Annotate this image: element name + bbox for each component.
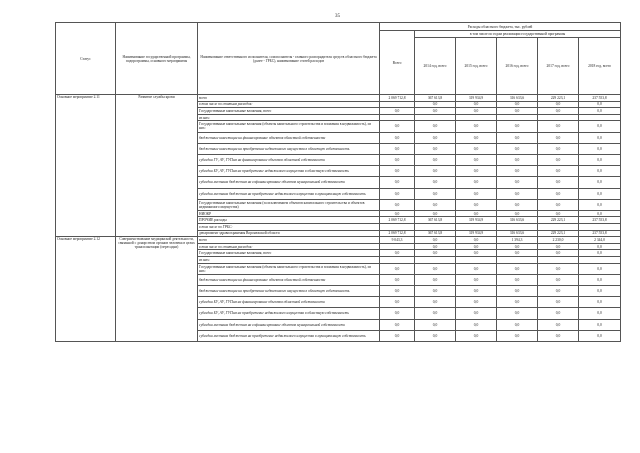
year-value-cell: 0,0 (497, 274, 538, 285)
year-value-cell: 319 934,9 (456, 217, 497, 224)
year-value-cell: 237 553,8 (579, 230, 621, 237)
year-value-cell: 0,0 (497, 243, 538, 250)
year-value-cell: 0,0 (538, 121, 579, 132)
year-value-cell (497, 257, 538, 264)
header-by-years: в том числе по годам реализации государственной программы (415, 31, 621, 38)
total-value-cell: 0,0 (380, 297, 415, 308)
year-value-cell: 0,0 (538, 210, 579, 217)
year-value-cell: 0,0 (538, 319, 579, 330)
year-value-cell: 0,0 (579, 154, 621, 165)
year-value-cell: 0,0 (456, 166, 497, 177)
year-value-cell: 0,0 (497, 263, 538, 274)
year-value-cell: 0,0 (415, 101, 456, 108)
year-value-cell (415, 114, 456, 121)
total-value-cell: 2 069 712,8 (380, 95, 415, 102)
expense-item-label: НИОКР (198, 210, 380, 217)
year-value-cell: 0,0 (415, 263, 456, 274)
expense-item-label: всего (198, 95, 380, 102)
expense-item-label: из них: (198, 114, 380, 121)
total-value-cell: 0,0 (380, 108, 415, 115)
year-value-cell: 0,0 (415, 308, 456, 319)
expense-item-label: бюджетные инвестиции на финансирование объектов областной собственности (198, 274, 380, 285)
total-value-cell: 9 043,3 (380, 237, 415, 244)
year-value-cell: 0,0 (538, 166, 579, 177)
total-value-cell: 0,0 (380, 121, 415, 132)
budget-table (55, 22, 621, 342)
year-value-cell: 0,0 (415, 274, 456, 285)
header-year: 2015 год, всего (456, 38, 497, 95)
year-value-cell: 0,0 (579, 297, 621, 308)
expense-item-label: субсидии местным бюджетам на приобретение недвижимого имущества в муниципальную собственность (198, 330, 380, 341)
year-value-cell: 0,0 (538, 154, 579, 165)
expense-item-label: субсидии местным бюджетам на приобретение недвижимого имущества в муниципальную собственность (198, 188, 380, 199)
year-value-cell (579, 224, 621, 231)
year-value-cell: 0,0 (456, 143, 497, 154)
expense-item-label: ПРОЧИЕ расходы (198, 217, 380, 224)
year-value-cell: 0,0 (415, 154, 456, 165)
year-value-cell: 0,0 (579, 188, 621, 199)
expense-item-label: субсидии ГУ, АУ, ГУПам на финансирование объектов областной собственности (198, 154, 380, 165)
year-value-cell: 0,0 (415, 330, 456, 341)
year-value-cell: 0,0 (415, 188, 456, 199)
year-value-cell: 0,0 (497, 166, 538, 177)
status-cell: Основное мероприятие 2.11 (56, 95, 116, 237)
year-value-cell: 0,0 (538, 274, 579, 285)
year-value-cell: 0,0 (497, 210, 538, 217)
year-value-cell: 0,0 (579, 101, 621, 108)
header-status: Статус (56, 23, 116, 95)
expense-item-label: субсидии БУ, АУ, ГУПам на приобретение недвижимого имущества в областную собственность (198, 166, 380, 177)
expense-item-label: в том числе по статьям расходов: (198, 101, 380, 108)
expense-item-label: субсидии БУ, АУ, ГУПам на приобретение недвижимого имущества в областную собственность (198, 308, 380, 319)
year-value-cell: 0,0 (456, 177, 497, 188)
year-value-cell: 0,0 (415, 166, 456, 177)
year-value-cell: 0,0 (538, 108, 579, 115)
header-program: Наименование государственной программы, подпрограммы, основного мероприятия (116, 23, 198, 95)
total-value-cell: 0,0 (380, 177, 415, 188)
expense-item-label: Государственные капитальные вложения (объекты капитального строительства и вложения в недвижимость), из них: (198, 263, 380, 274)
total-value-cell (380, 224, 415, 231)
program-name-cell: Совершенствование медицинской деятельности, связанной с донорством органов человека в целях трансплантации (пересадки) (116, 237, 198, 342)
year-value-cell: 0,0 (497, 108, 538, 115)
year-value-cell: 229 223,1 (538, 230, 579, 237)
year-value-cell: 319 934,9 (456, 95, 497, 102)
year-value-cell: 0,0 (538, 177, 579, 188)
year-value-cell: 0,0 (456, 308, 497, 319)
year-value-cell: 316 633,6 (497, 217, 538, 224)
total-value-cell (380, 243, 415, 250)
year-value-cell: 0,0 (456, 101, 497, 108)
year-value-cell (456, 114, 497, 121)
total-value-cell (380, 101, 415, 108)
year-value-cell: 0,0 (538, 132, 579, 143)
year-value-cell: 0,0 (415, 250, 456, 257)
year-value-cell: 0,0 (538, 199, 579, 210)
year-value-cell: 0,0 (415, 243, 456, 250)
total-value-cell: 0,0 (380, 188, 415, 199)
header-year: 2016 год, всего (497, 38, 538, 95)
year-value-cell: 0,0 (456, 108, 497, 115)
year-value-cell: 0,0 (415, 286, 456, 297)
year-value-cell: 316 633,6 (497, 230, 538, 237)
year-value-cell: 0,0 (497, 154, 538, 165)
year-value-cell: 0,0 (497, 188, 538, 199)
year-value-cell: 0,0 (579, 274, 621, 285)
year-value-cell: 0,0 (497, 250, 538, 257)
year-value-cell: 0,0 (538, 330, 579, 341)
expense-item-label: из них: (198, 257, 380, 264)
expense-item-label: Государственные капитальные вложения (за исключением объектов капитального строительства и объектов недвижимого имущества) (198, 199, 380, 210)
year-value-cell: 0,0 (456, 199, 497, 210)
total-value-cell: 0,0 (380, 199, 415, 210)
year-value-cell: 2 344,0 (579, 237, 621, 244)
year-value-cell: 0,0 (579, 121, 621, 132)
year-value-cell: 0,0 (497, 297, 538, 308)
year-value-cell: 0,0 (456, 121, 497, 132)
year-value-cell: 0,0 (456, 243, 497, 250)
expense-item-label: Государственные капитальные вложения, всего (198, 250, 380, 257)
total-value-cell: 0,0 (380, 132, 415, 143)
year-value-cell (579, 114, 621, 121)
year-value-cell: 0,0 (579, 286, 621, 297)
total-value-cell: 0,0 (380, 154, 415, 165)
header-total: Всего (380, 31, 415, 95)
year-value-cell: 367 613,8 (415, 217, 456, 224)
year-value-cell (497, 224, 538, 231)
total-value-cell: 0,0 (380, 143, 415, 154)
year-value-cell: 0,0 (456, 188, 497, 199)
document-page (55, 14, 620, 446)
year-value-cell (538, 114, 579, 121)
year-value-cell: 0,0 (538, 188, 579, 199)
total-value-cell: 0,0 (380, 319, 415, 330)
total-value-cell: 0,0 (380, 166, 415, 177)
total-value-cell (380, 257, 415, 264)
year-value-cell: 0,0 (538, 297, 579, 308)
year-value-cell: 237 553,8 (579, 95, 621, 102)
total-value-cell: 0,0 (380, 263, 415, 274)
expense-item-label: бюджетные инвестиции на приобретение недвижимого имущества в областную собственность (198, 286, 380, 297)
year-value-cell: 0,0 (456, 286, 497, 297)
year-value-cell: 0,0 (497, 121, 538, 132)
total-value-cell: 0,0 (380, 308, 415, 319)
year-value-cell: 0,0 (579, 263, 621, 274)
year-value-cell (538, 257, 579, 264)
year-value-cell: 367 613,8 (415, 95, 456, 102)
year-value-cell: 0,0 (579, 166, 621, 177)
year-value-cell: 367 613,8 (415, 230, 456, 237)
year-value-cell (456, 224, 497, 231)
year-value-cell (579, 257, 621, 264)
expense-item-label: субсидии местным бюджетам на софинансирование объектов муниципальной собственности (198, 319, 380, 330)
year-value-cell (415, 224, 456, 231)
year-value-cell: 0,0 (456, 330, 497, 341)
year-value-cell: 0,0 (497, 330, 538, 341)
year-value-cell: 1 394,3 (497, 237, 538, 244)
total-value-cell: 0,0 (380, 274, 415, 285)
year-value-cell: 0,0 (538, 143, 579, 154)
year-value-cell: 0,0 (497, 319, 538, 330)
year-value-cell: 0,0 (456, 237, 497, 244)
year-value-cell: 0,0 (538, 243, 579, 250)
year-value-cell: 0,0 (415, 177, 456, 188)
expense-item-label: бюджетные инвестиции на приобретение недвижимого имущества в областную собственность (198, 143, 380, 154)
year-value-cell: 0,0 (579, 108, 621, 115)
year-value-cell: 0,0 (415, 210, 456, 217)
page-number: 35 (335, 14, 340, 19)
expense-item-label: в том числе по статьям расходов: (198, 243, 380, 250)
year-value-cell: 0,0 (456, 154, 497, 165)
status-cell: Основное мероприятие 2.12 (56, 237, 116, 342)
year-value-cell: 0,0 (538, 286, 579, 297)
year-value-cell: 0,0 (579, 319, 621, 330)
total-value-cell (380, 114, 415, 121)
expense-item-label: Государственные капитальные вложения, всего (198, 108, 380, 115)
year-value-cell: 229 223,1 (538, 217, 579, 224)
year-value-cell: 0,0 (497, 132, 538, 143)
total-value-cell: 0,0 (380, 286, 415, 297)
year-value-cell: 0,0 (415, 121, 456, 132)
total-value-cell: 0,0 (380, 210, 415, 217)
year-value-cell: 0,0 (456, 263, 497, 274)
table-row (56, 237, 621, 244)
expense-item-label: субсидии БУ, АУ, ГУПам на финансирование объектов областной собственности (198, 297, 380, 308)
year-value-cell: 0,0 (456, 274, 497, 285)
year-value-cell: 0,0 (579, 250, 621, 257)
year-value-cell: 0,0 (415, 132, 456, 143)
year-value-cell: 0,0 (415, 143, 456, 154)
year-value-cell: 237 553,8 (579, 217, 621, 224)
year-value-cell: 0,0 (579, 177, 621, 188)
year-value-cell: 0,0 (538, 250, 579, 257)
year-value-cell: 0,0 (415, 297, 456, 308)
expense-item-label: субсидии местным бюджетам на софинансирование объектов муниципальной собственности (198, 177, 380, 188)
year-value-cell: 0,0 (579, 308, 621, 319)
year-value-cell: 316 633,6 (497, 95, 538, 102)
year-value-cell: 229 223,1 (538, 95, 579, 102)
expense-item-label: бюджетные инвестиции на финансирование объектов областной собственности (198, 132, 380, 143)
expense-item-label: всего (198, 237, 380, 244)
table-row (56, 95, 621, 102)
year-value-cell: 0,0 (415, 199, 456, 210)
header-executor: Наименование ответственного исполнителя, соисполнителя - главного распорядителя средств областного бюджета (далее - ГРБС), наименование статей расходов (198, 23, 380, 95)
year-value-cell: 0,0 (579, 143, 621, 154)
year-value-cell: 0,0 (497, 308, 538, 319)
year-value-cell: 0,0 (456, 250, 497, 257)
header-year: 2018 год, всего (579, 38, 621, 95)
header-year: 2017 год, всего (538, 38, 579, 95)
program-name-cell: Развитие службы крови (116, 95, 198, 237)
year-value-cell: 0,0 (456, 297, 497, 308)
year-value-cell: 0,0 (497, 199, 538, 210)
year-value-cell (415, 257, 456, 264)
expense-item-label: департамент здравоохранения Воронежской области (198, 230, 380, 237)
year-value-cell: 0,0 (497, 143, 538, 154)
header-expenses: Расходы областного бюджета, тыс. рублей (380, 23, 621, 31)
year-value-cell: 0,0 (538, 308, 579, 319)
year-value-cell: 0,0 (456, 132, 497, 143)
year-value-cell: 0,0 (579, 199, 621, 210)
expense-item-label: в том числе по ГРБС: (198, 224, 380, 231)
year-value-cell: 0,0 (538, 263, 579, 274)
total-value-cell: 2 069 712,8 (380, 217, 415, 224)
year-value-cell: 0,0 (456, 319, 497, 330)
year-value-cell: 0,0 (456, 210, 497, 217)
year-value-cell: 0,0 (579, 132, 621, 143)
year-value-cell: 0,0 (579, 243, 621, 250)
year-value-cell: 0,0 (497, 177, 538, 188)
expense-item-label: Государственные капитальные вложения (объекты капитального строительства и вложения в недвижимость), из них: (198, 121, 380, 132)
total-value-cell: 0,0 (380, 330, 415, 341)
year-value-cell: 0,0 (579, 330, 621, 341)
year-value-cell: 0,0 (579, 210, 621, 217)
year-value-cell: 0,0 (497, 101, 538, 108)
total-value-cell: 2 069 712,8 (380, 230, 415, 237)
year-value-cell: 0,0 (497, 286, 538, 297)
total-value-cell: 0,0 (380, 250, 415, 257)
year-value-cell (538, 224, 579, 231)
year-value-cell (497, 114, 538, 121)
year-value-cell: 319 934,9 (456, 230, 497, 237)
header-year: 2014 год, всего (415, 38, 456, 95)
year-value-cell: 0,0 (415, 108, 456, 115)
year-value-cell: 2 230,0 (538, 237, 579, 244)
year-value-cell: 0,0 (415, 237, 456, 244)
year-value-cell: 0,0 (415, 319, 456, 330)
year-value-cell: 0,0 (538, 101, 579, 108)
year-value-cell (456, 257, 497, 264)
